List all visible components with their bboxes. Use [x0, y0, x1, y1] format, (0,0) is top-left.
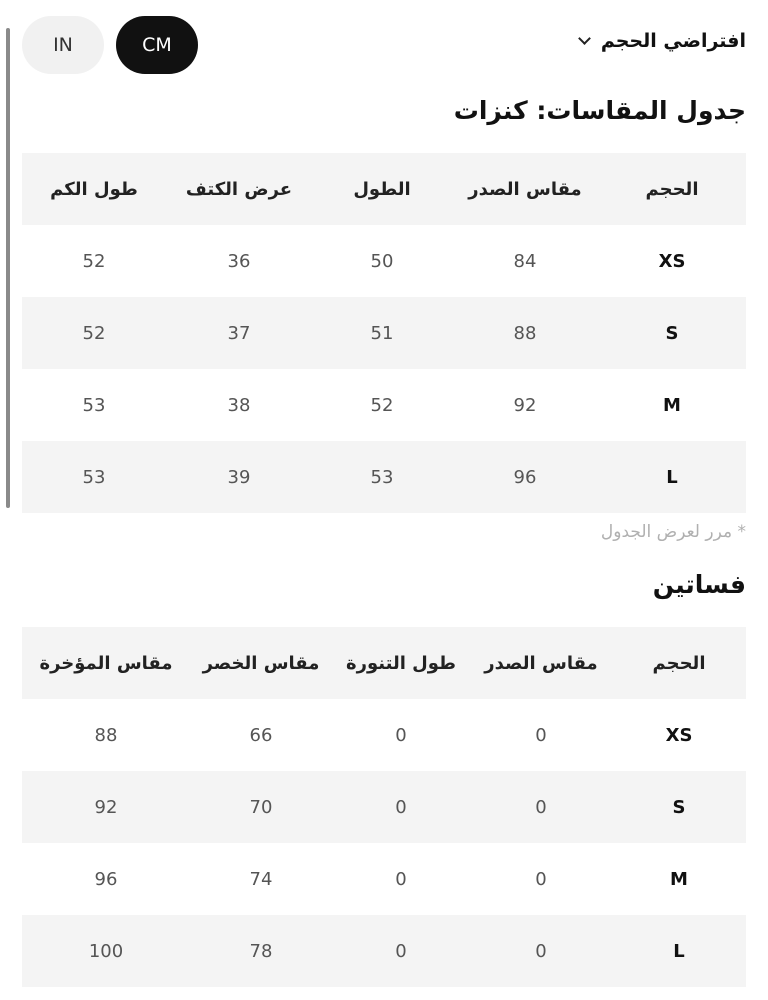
column-header: مقاس الصدر: [470, 627, 612, 699]
table-header-row: [22, 153, 746, 225]
size-label: M: [612, 843, 746, 915]
column-header: الحجم: [598, 153, 746, 225]
table-row: [22, 843, 746, 915]
table-cell: 100: [22, 915, 190, 987]
dresses-table-title: فساتين: [652, 570, 746, 599]
table-cell: 0: [332, 699, 470, 771]
table-row: [22, 915, 746, 987]
scroll-hint-note: * مرر لعرض الجدول: [600, 522, 746, 542]
scrollbar[interactable]: [6, 28, 10, 508]
size-default-label: افتراضي الحجم: [600, 30, 746, 52]
tops-table-title: جدول المقاسات: كنزات: [453, 96, 746, 125]
size-label: XS: [598, 225, 746, 297]
table-cell: 53: [312, 441, 452, 513]
table-cell: 96: [452, 441, 598, 513]
table-cell: 66: [190, 699, 332, 771]
table-cell: 96: [22, 843, 190, 915]
unit-toggle: [22, 16, 198, 74]
table-row: [22, 225, 746, 297]
table-cell: 53: [22, 369, 166, 441]
table-cell: 0: [470, 915, 612, 987]
size-label: XS: [612, 699, 746, 771]
column-header: طول التنورة: [332, 627, 470, 699]
table-cell: 88: [22, 699, 190, 771]
size-default-dropdown[interactable]: [580, 30, 746, 52]
table-cell: 0: [470, 843, 612, 915]
unit-in-button[interactable]: IN: [22, 16, 104, 74]
column-header: الطول: [312, 153, 452, 225]
table-cell: 92: [452, 369, 598, 441]
table-cell: 52: [22, 297, 166, 369]
table-cell: 84: [452, 225, 598, 297]
table-cell: 70: [190, 771, 332, 843]
size-label: S: [612, 771, 746, 843]
table-cell: 50: [312, 225, 452, 297]
table-cell: 92: [22, 771, 190, 843]
table-row: [22, 771, 746, 843]
column-header: طول الكم: [22, 153, 166, 225]
table-cell: 38: [166, 369, 312, 441]
size-label: S: [598, 297, 746, 369]
unit-cm-button[interactable]: CM: [116, 16, 198, 74]
column-header: الحجم: [612, 627, 746, 699]
column-header: مقاس المؤخرة: [22, 627, 190, 699]
size-label: M: [598, 369, 746, 441]
table-cell: 74: [190, 843, 332, 915]
table-cell: 37: [166, 297, 312, 369]
table-cell: 53: [22, 441, 166, 513]
table-cell: 78: [190, 915, 332, 987]
table-cell: 0: [332, 843, 470, 915]
table-cell: 52: [312, 369, 452, 441]
dresses-size-table[interactable]: [22, 627, 746, 987]
table-row: [22, 369, 746, 441]
table-cell: 39: [166, 441, 312, 513]
table-cell: 36: [166, 225, 312, 297]
table-cell: 0: [332, 771, 470, 843]
column-header: عرض الكتف: [166, 153, 312, 225]
size-label: L: [612, 915, 746, 987]
table-cell: 88: [452, 297, 598, 369]
table-row: [22, 699, 746, 771]
table-cell: 0: [470, 699, 612, 771]
size-label: L: [598, 441, 746, 513]
chevron-down-icon: [578, 32, 591, 45]
table-cell: 51: [312, 297, 452, 369]
table-header-row: [22, 627, 746, 699]
table-row: [22, 297, 746, 369]
column-header: مقاس الصدر: [452, 153, 598, 225]
table-cell: 0: [332, 915, 470, 987]
tops-size-table[interactable]: [22, 153, 746, 513]
table-row: [22, 441, 746, 513]
column-header: مقاس الخصر: [190, 627, 332, 699]
table-cell: 52: [22, 225, 166, 297]
table-cell: 0: [470, 771, 612, 843]
